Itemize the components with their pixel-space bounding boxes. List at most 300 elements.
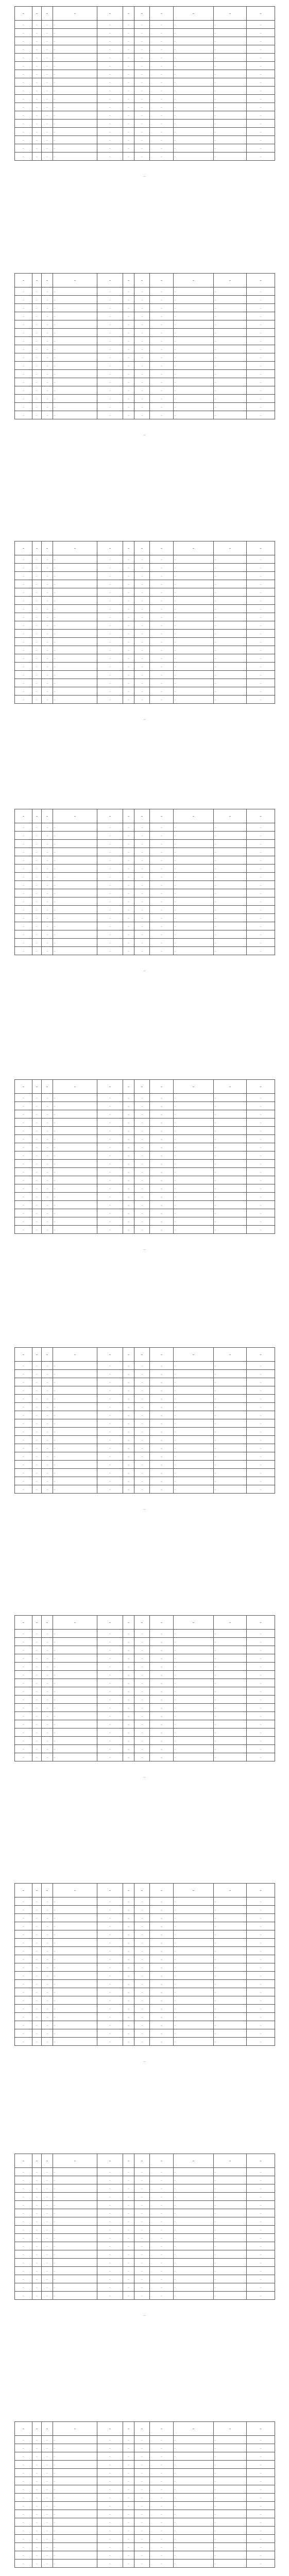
table-cell: — xyxy=(42,78,53,87)
table-cell: — xyxy=(123,2494,134,2502)
table-cell: — xyxy=(150,1461,174,1469)
table-cell: — xyxy=(134,370,150,378)
column-header: — xyxy=(150,1080,174,1094)
table-cell: — xyxy=(150,696,174,704)
table-cell: — xyxy=(174,78,214,87)
table-cell: — xyxy=(42,1419,53,1428)
table-cell: — xyxy=(53,1897,97,1906)
table-cell: — xyxy=(247,1753,275,1761)
table-cell: — xyxy=(53,1184,97,1193)
table-cell: — xyxy=(123,564,134,572)
column-header: — xyxy=(174,2422,214,2436)
table-cell: — xyxy=(214,856,247,865)
table-row xyxy=(15,1980,275,1988)
column-header: — xyxy=(32,2154,42,2168)
table-cell: — xyxy=(247,2494,275,2502)
table-cell: — xyxy=(247,555,275,564)
table-cell: — xyxy=(15,654,32,663)
table-cell: — xyxy=(42,1687,53,1696)
table-cell: — xyxy=(174,1209,214,1217)
table-cell: — xyxy=(150,1118,174,1127)
data-table xyxy=(14,1079,275,1234)
table-row xyxy=(15,1370,275,1378)
table-cell: — xyxy=(53,1485,97,1494)
table-cell: — xyxy=(214,823,247,832)
document-page xyxy=(14,1347,275,1511)
table-cell: — xyxy=(32,2234,42,2242)
table-cell: — xyxy=(123,1176,134,1184)
table-cell: — xyxy=(123,646,134,654)
table-cell: — xyxy=(42,922,53,930)
table-cell: — xyxy=(134,865,150,873)
table-cell: — xyxy=(97,2283,123,2292)
table-cell: — xyxy=(123,1906,134,1914)
column-header: — xyxy=(42,1348,53,1362)
table-cell: — xyxy=(214,2234,247,2242)
table-cell: — xyxy=(32,2485,42,2494)
table-cell: — xyxy=(247,103,275,111)
table-cell: — xyxy=(214,1753,247,1761)
table-cell: — xyxy=(97,663,123,671)
table-cell: — xyxy=(42,378,53,386)
table-cell: — xyxy=(247,1485,275,1494)
table-cell: — xyxy=(15,1930,32,1939)
table-cell: — xyxy=(123,613,134,621)
table-cell: — xyxy=(32,914,42,922)
table-cell: — xyxy=(32,897,42,906)
table-cell: — xyxy=(134,914,150,922)
table-cell: — xyxy=(123,889,134,897)
table-cell: — xyxy=(134,621,150,630)
table-cell: — xyxy=(150,62,174,70)
table-cell: — xyxy=(123,1939,134,1947)
table-row xyxy=(15,1679,275,1687)
column-header: — xyxy=(214,7,247,21)
table-cell: — xyxy=(174,939,214,947)
table-cell: — xyxy=(247,881,275,889)
table-cell: — xyxy=(15,296,32,304)
table-cell: — xyxy=(15,2250,32,2259)
table-cell: — xyxy=(247,2527,275,2535)
table-cell: — xyxy=(174,1753,214,1761)
table-cell: — xyxy=(97,1704,123,1712)
table-cell: — xyxy=(134,2209,150,2217)
column-header: — xyxy=(134,7,150,21)
table-cell: — xyxy=(32,2201,42,2209)
table-cell: — xyxy=(53,2184,97,2193)
column-header: — xyxy=(97,541,123,555)
table-cell: — xyxy=(214,2461,247,2469)
table-cell: — xyxy=(15,930,32,939)
table-cell: — xyxy=(123,62,134,70)
table-row xyxy=(15,873,275,881)
table-cell: — xyxy=(134,638,150,646)
table-cell: — xyxy=(134,1477,150,1485)
table-cell: — xyxy=(53,395,97,403)
table-cell: — xyxy=(123,1897,134,1906)
table-cell: — xyxy=(150,2168,174,2176)
table-cell: — xyxy=(214,2477,247,2485)
table-cell: — xyxy=(32,1386,42,1395)
table-cell: — xyxy=(15,1168,32,1176)
table-cell: — xyxy=(134,897,150,906)
table-cell: — xyxy=(97,2477,123,2485)
table-cell: — xyxy=(174,2176,214,2184)
table-cell: — xyxy=(97,930,123,939)
table-cell: — xyxy=(32,403,42,411)
table-cell: — xyxy=(174,312,214,320)
table-cell: — xyxy=(247,1728,275,1737)
table-cell: — xyxy=(247,2176,275,2184)
table-cell: — xyxy=(97,654,123,663)
table-cell: — xyxy=(32,823,42,832)
table-cell: — xyxy=(42,906,53,914)
table-row xyxy=(15,120,275,128)
table-cell: — xyxy=(174,320,214,329)
table-cell: — xyxy=(150,823,174,832)
column-header: — xyxy=(15,809,32,823)
table-cell: — xyxy=(150,1226,174,1234)
table-cell: — xyxy=(214,1419,247,1428)
table-cell: — xyxy=(247,2551,275,2560)
table-cell: — xyxy=(53,1663,97,1671)
table-cell: — xyxy=(42,1452,53,1461)
table-cell: — xyxy=(214,2436,247,2444)
table-cell: — xyxy=(247,411,275,419)
table-cell: — xyxy=(150,687,174,696)
table-cell: — xyxy=(123,840,134,848)
table-cell: — xyxy=(15,605,32,613)
table-cell: — xyxy=(42,2494,53,2502)
table-cell: — xyxy=(123,1988,134,1996)
table-row xyxy=(15,128,275,136)
document-page xyxy=(14,541,275,721)
table-cell: — xyxy=(97,687,123,696)
table-cell: — xyxy=(214,1671,247,1679)
table-cell: — xyxy=(42,1201,53,1209)
table-cell: — xyxy=(42,605,53,613)
table-cell: — xyxy=(134,1452,150,1461)
table-cell: — xyxy=(42,1135,53,1143)
table-cell: — xyxy=(134,1094,150,1102)
column-header: — xyxy=(53,1348,97,1362)
table-cell: — xyxy=(42,1914,53,1922)
table-cell: — xyxy=(53,1419,97,1428)
table-cell: — xyxy=(15,1428,32,1436)
table-cell: — xyxy=(247,2193,275,2201)
table-cell: — xyxy=(32,1906,42,1914)
table-cell: — xyxy=(247,120,275,128)
table-cell: — xyxy=(247,2184,275,2193)
table-cell: — xyxy=(134,671,150,679)
table-cell: — xyxy=(214,2452,247,2461)
column-header: — xyxy=(32,7,42,21)
table-cell: — xyxy=(53,2551,97,2560)
table-cell: — xyxy=(214,329,247,337)
table-cell: — xyxy=(97,2518,123,2527)
table-cell: — xyxy=(97,111,123,120)
table-cell: — xyxy=(42,848,53,856)
table-cell: — xyxy=(150,2469,174,2477)
table-cell: — xyxy=(15,395,32,403)
table-cell: — xyxy=(150,95,174,103)
table-cell: — xyxy=(42,2461,53,2469)
table-cell: — xyxy=(134,2527,150,2535)
table-cell: — xyxy=(214,411,247,419)
table-cell: — xyxy=(150,1663,174,1671)
column-header: — xyxy=(53,1080,97,1094)
table-cell: — xyxy=(174,856,214,865)
table-cell: — xyxy=(214,1444,247,1452)
table-cell: — xyxy=(123,287,134,296)
table-cell: — xyxy=(42,21,53,29)
table-cell: — xyxy=(42,564,53,572)
table-cell: — xyxy=(53,1395,97,1403)
table-cell: — xyxy=(174,1226,214,1234)
table-cell: — xyxy=(42,1671,53,1679)
table-cell: — xyxy=(97,1403,123,1411)
table-cell: — xyxy=(32,2209,42,2217)
table-cell: — xyxy=(32,1419,42,1428)
column-header: — xyxy=(174,1616,214,1630)
table-cell: — xyxy=(174,1201,214,1209)
table-row xyxy=(15,345,275,353)
table-cell: — xyxy=(247,386,275,395)
table-cell: — xyxy=(247,1102,275,1110)
table-cell: — xyxy=(32,1704,42,1712)
table-cell: — xyxy=(53,2469,97,2477)
table-cell: — xyxy=(123,320,134,329)
table-cell: — xyxy=(42,865,53,873)
table-cell: — xyxy=(150,1897,174,1906)
table-cell: — xyxy=(174,696,214,704)
table-cell: — xyxy=(15,1712,32,1720)
table-cell: — xyxy=(247,897,275,906)
table-cell: — xyxy=(32,856,42,865)
table-cell: — xyxy=(214,1370,247,1378)
table-cell: — xyxy=(214,403,247,411)
table-row xyxy=(15,1914,275,1922)
table-cell: — xyxy=(32,2226,42,2234)
table-cell: — xyxy=(214,29,247,37)
table-cell: — xyxy=(134,1996,150,2005)
table-cell: — xyxy=(214,1745,247,1753)
table-cell: — xyxy=(134,1737,150,1745)
table-cell: — xyxy=(134,663,150,671)
table-cell: — xyxy=(123,1947,134,1955)
table-cell: — xyxy=(53,889,97,897)
table-cell: — xyxy=(134,2518,150,2527)
table-cell: — xyxy=(97,840,123,848)
table-row xyxy=(15,1638,275,1646)
table-cell: — xyxy=(247,29,275,37)
table-cell: — xyxy=(97,1914,123,1922)
table-cell: — xyxy=(214,2201,247,2209)
table-cell: — xyxy=(134,679,150,687)
table-cell: — xyxy=(247,1906,275,1914)
table-row xyxy=(15,111,275,120)
table-cell: — xyxy=(123,1168,134,1176)
document-page xyxy=(14,2421,275,2576)
table-cell: — xyxy=(174,1127,214,1135)
table-cell: — xyxy=(53,897,97,906)
table-cell: — xyxy=(42,1996,53,2005)
table-cell: — xyxy=(15,2029,32,2038)
table-cell: — xyxy=(97,865,123,873)
table-cell: — xyxy=(150,1914,174,1922)
table-cell: — xyxy=(247,54,275,62)
table-cell: — xyxy=(214,2193,247,2201)
table-cell: — xyxy=(174,120,214,128)
table-cell: — xyxy=(53,2527,97,2535)
table-cell: — xyxy=(32,120,42,128)
table-cell: — xyxy=(97,304,123,312)
column-header: — xyxy=(247,541,275,555)
table-cell: — xyxy=(247,1955,275,1963)
table-cell: — xyxy=(214,1461,247,1469)
table-row xyxy=(15,2176,275,2184)
table-cell: — xyxy=(214,1151,247,1160)
table-cell: — xyxy=(97,362,123,370)
table-cell: — xyxy=(214,62,247,70)
table-cell: — xyxy=(53,362,97,370)
table-cell: — xyxy=(97,2510,123,2518)
table-cell: — xyxy=(32,865,42,873)
page-number: — xyxy=(143,2060,146,2063)
table-cell: — xyxy=(15,337,32,345)
table-cell: — xyxy=(15,1897,32,1906)
table-cell: — xyxy=(32,1403,42,1411)
table-cell: — xyxy=(123,403,134,411)
table-cell: — xyxy=(150,2005,174,2013)
table-row xyxy=(15,1947,275,1955)
table-cell: — xyxy=(247,2292,275,2300)
table-cell: — xyxy=(134,329,150,337)
table-cell: — xyxy=(42,1955,53,1963)
table-cell: — xyxy=(123,630,134,638)
table-cell: — xyxy=(150,906,174,914)
table-cell: — xyxy=(53,2560,97,2568)
table-cell: — xyxy=(150,2543,174,2551)
table-cell: — xyxy=(15,1127,32,1135)
table-row xyxy=(15,1663,275,1671)
table-cell: — xyxy=(15,638,32,646)
table-cell: — xyxy=(247,1160,275,1168)
table-cell: — xyxy=(214,37,247,45)
table-cell: — xyxy=(42,353,53,362)
table-cell: — xyxy=(214,1118,247,1127)
table-cell: — xyxy=(32,395,42,403)
table-row xyxy=(15,70,275,78)
table-cell: — xyxy=(123,1980,134,1988)
table-cell: — xyxy=(123,2502,134,2510)
table-cell: — xyxy=(32,304,42,312)
table-cell: — xyxy=(53,947,97,955)
column-header: — xyxy=(247,7,275,21)
table-cell: — xyxy=(174,1947,214,1955)
table-cell: — xyxy=(15,2494,32,2502)
table-cell: — xyxy=(15,1737,32,1745)
table-cell: — xyxy=(97,152,123,161)
table-cell: — xyxy=(174,588,214,597)
table-cell: — xyxy=(53,2267,97,2275)
table-cell: — xyxy=(150,2502,174,2510)
table-cell: — xyxy=(150,654,174,663)
table-row xyxy=(15,296,275,304)
table-cell: — xyxy=(42,1679,53,1687)
table-row xyxy=(15,2250,275,2259)
table-cell: — xyxy=(174,2275,214,2283)
table-cell: — xyxy=(97,1728,123,1737)
table-cell: — xyxy=(214,947,247,955)
table-cell: — xyxy=(15,1469,32,1477)
table-row xyxy=(15,2436,275,2444)
table-cell: — xyxy=(97,1378,123,1386)
table-cell: — xyxy=(214,2543,247,2551)
table-cell: — xyxy=(15,2452,32,2461)
table-cell: — xyxy=(214,1947,247,1955)
table-cell: — xyxy=(97,2259,123,2267)
table-cell: — xyxy=(32,29,42,37)
table-cell: — xyxy=(174,1972,214,1980)
table-cell: — xyxy=(97,1638,123,1646)
table-cell: — xyxy=(97,2226,123,2234)
table-cell: — xyxy=(32,1094,42,1102)
table-cell: — xyxy=(134,386,150,395)
table-cell: — xyxy=(32,1679,42,1687)
table-cell: — xyxy=(32,2038,42,2046)
table-cell: — xyxy=(150,2283,174,2292)
table-cell: — xyxy=(214,1168,247,1176)
table-row xyxy=(15,2275,275,2283)
table-cell: — xyxy=(32,848,42,856)
table-cell: — xyxy=(53,1914,97,1922)
table-cell: — xyxy=(97,2275,123,2283)
table-cell: — xyxy=(32,152,42,161)
table-cell: — xyxy=(247,1118,275,1127)
table-cell: — xyxy=(53,914,97,922)
table-cell: — xyxy=(53,1728,97,1737)
table-cell: — xyxy=(15,1914,32,1922)
table-cell: — xyxy=(150,922,174,930)
table-row xyxy=(15,2021,275,2029)
table-cell: — xyxy=(134,1127,150,1135)
table-cell: — xyxy=(123,947,134,955)
table-cell: — xyxy=(15,1151,32,1160)
table-cell: — xyxy=(53,1386,97,1395)
table-cell: — xyxy=(53,1477,97,1485)
table-cell: — xyxy=(214,897,247,906)
table-cell: — xyxy=(53,2275,97,2283)
table-cell: — xyxy=(32,1654,42,1663)
document-page xyxy=(14,1615,275,1779)
table-cell: — xyxy=(32,1461,42,1469)
table-cell: — xyxy=(247,1671,275,1679)
table-cell: — xyxy=(42,2518,53,2527)
table-cell: — xyxy=(15,2209,32,2217)
table-cell: — xyxy=(97,2469,123,2477)
table-row xyxy=(15,1176,275,1184)
table-cell: — xyxy=(150,128,174,136)
table-cell: — xyxy=(15,1988,32,1996)
table-cell: — xyxy=(32,597,42,605)
table-cell: — xyxy=(150,621,174,630)
table-cell: — xyxy=(15,856,32,865)
table-cell: — xyxy=(150,386,174,395)
table-row xyxy=(15,1671,275,1679)
table-cell: — xyxy=(15,2021,32,2029)
table-cell: — xyxy=(97,1988,123,1996)
